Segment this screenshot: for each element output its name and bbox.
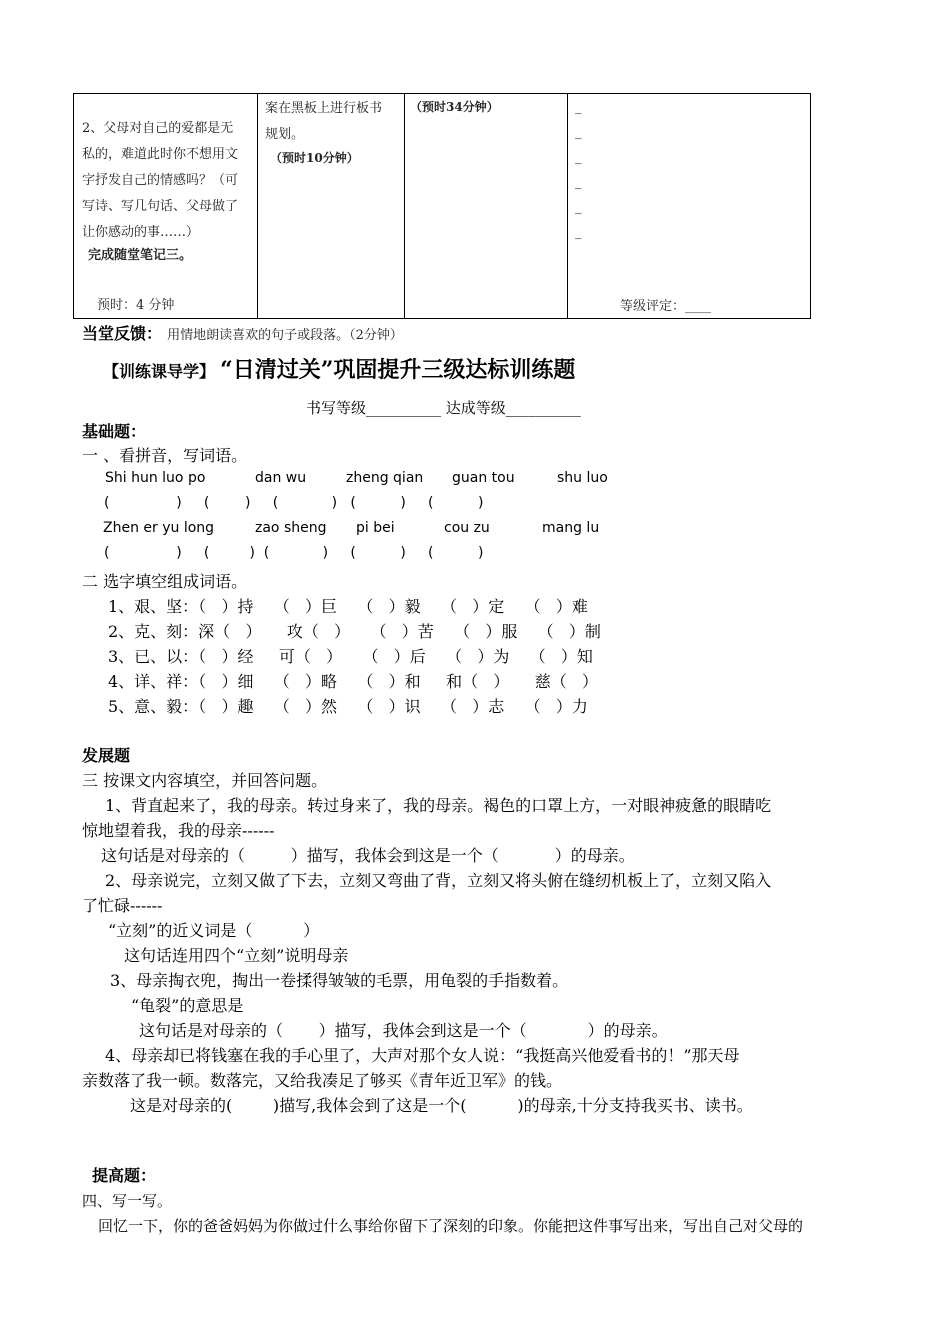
pinyin: zao sheng: [255, 520, 327, 536]
basic-title: 基础题：: [82, 422, 147, 441]
passage-line: 1、背直起来了，我的母亲。转过身来了，我的母亲。褐色的口罩上方，一对眼神疲惫的眼睛吃: [105, 796, 772, 815]
table-divider: [567, 93, 568, 319]
question-line: “立刻”的近义词是（ ）: [108, 921, 320, 940]
q2-row: 2、克、刻：深（ ） 攻（ ） （ ）苦 （ ）服 （ ）制: [108, 622, 601, 641]
table-col4-blank: _: [575, 125, 582, 140]
pinyin: pi bei: [356, 520, 395, 536]
passage-line: 惊地望着我，我的母亲------: [82, 821, 275, 840]
q2-title: 二 选字填空组成词语。: [82, 572, 248, 591]
table-divider: [404, 93, 405, 319]
pinyin: Zhen er yu long: [103, 520, 215, 536]
answer-parens: ( ) ( ) ( ) ( ) ( ): [104, 495, 484, 511]
passage-line: 亲数落了我一顿。数落完，又给我凑足了够买《青年近卫军》的钱。: [82, 1071, 563, 1090]
table-col3-time: （预时34分钟）: [410, 100, 499, 114]
question-line: 这句话连用四个“立刻”说明母亲: [124, 946, 349, 965]
table-col1-time: 预时：4 分钟: [97, 298, 175, 313]
q2-row: 1、艰、坚：（ ）持 （ ）巨 （ ）毅 （ ）定 （ ）难: [108, 597, 588, 616]
table-col2-line: 案在黑板上进行板书: [265, 101, 383, 116]
q4-title: 四、写一写。: [82, 1192, 173, 1210]
table-col2-line: 规划。: [265, 127, 305, 142]
passage-line: 4、母亲却已将钱塞在我的手心里了，大声对那个女人说：“我挺高兴他爱看书的！”那天母: [105, 1046, 740, 1065]
q2-row: 5、意、毅：（ ）趣 （ ）然 （ ）识 （ ）志 （ ）力: [108, 697, 588, 716]
question-line: “龟裂”的意思是: [131, 996, 244, 1015]
table-col4-blank: _: [575, 100, 582, 115]
q2-row: 3、已、以：（ ）经 可（ ） （ ）后 （ ）为 （ ）知: [108, 647, 593, 666]
advance-title: 提高题：: [92, 1166, 157, 1185]
table-col4-grade: 等级评定：____: [620, 299, 712, 314]
table-col4-blank: _: [575, 200, 582, 215]
table-col1-task: 完成随堂笔记三。: [88, 248, 193, 263]
heading-title: “日清过关”巩固提升三级达标训练题: [220, 357, 576, 383]
q1-title: 一 、看拼音，写词语。: [82, 446, 248, 465]
table-col1-line: 写诗、写几句话、父母做了: [82, 199, 239, 214]
table-col1-line: 2、父母对自己的爱都是无: [82, 121, 234, 136]
pinyin: mang lu: [542, 520, 600, 536]
table-col1-line: 让你感动的事……）: [82, 225, 200, 240]
table-col1-line: 私的，难道此时你不想用文: [82, 147, 239, 162]
pinyin: zheng qian: [346, 470, 424, 486]
q3-title: 三 按课文内容填空，并回答问题。: [82, 771, 328, 790]
table-col4-blank: _: [575, 175, 582, 190]
answer-parens: ( ) ( ) ( ) ( ) ( ): [104, 545, 484, 561]
grade-line: 书写等级__________ 达成等级__________: [306, 399, 581, 417]
table-col4-blank: _: [575, 150, 582, 165]
section-heading: [103, 353, 575, 384]
table-col1-line: 字抒发自己的情感吗？（可: [82, 173, 239, 188]
table-divider: [257, 93, 258, 319]
q2-row: 4、详、祥：（ ）细 （ ）略 （ ）和 和（ ） 慈（ ）: [108, 672, 599, 691]
pinyin: Shi hun luo po: [105, 470, 206, 486]
feedback-line: [82, 321, 403, 344]
develop-title: 发展题: [82, 746, 131, 765]
q4-text: 回忆一下，你的爸爸妈妈为你做过什么事给你留下了深刻的印象。你能把这件事写出来，写出自己对父母的: [98, 1217, 804, 1235]
question-line: 这是对母亲的( )描写,我体会到了这是一个( )的母亲,十分支持我买书、读书。: [130, 1096, 753, 1115]
pinyin: guan tou: [452, 470, 515, 486]
table-col4-blank: _: [575, 225, 582, 240]
pinyin: cou zu: [444, 520, 490, 536]
feedback-text: 用情地朗读喜欢的句子或段落。（2分钟）: [167, 328, 403, 343]
pinyin: dan wu: [255, 470, 307, 486]
feedback-label: 当堂反馈：: [82, 324, 163, 343]
pinyin: shu luo: [557, 470, 608, 486]
passage-line: 2、母亲说完，立刻又做了下去，立刻又弯曲了背，立刻又将头俯在缝纫机板上了，立刻又陷入: [105, 871, 772, 890]
question-line: 这句话是对母亲的（ ）描写，我体会到这是一个（ ）的母亲。: [101, 846, 635, 865]
passage-line: 3、母亲掏衣兜，掏出一卷揉得皱皱的毛票，用龟裂的手指数着。: [110, 971, 569, 990]
passage-line: 了忙碌------: [82, 896, 163, 915]
heading-prefix: 【训练课导学】: [103, 362, 216, 381]
table-col2-time: （预时10分钟）: [270, 151, 359, 165]
question-line: 这句话是对母亲的（ ）描写，我体会到这是一个（ ）的母亲。: [139, 1021, 668, 1040]
